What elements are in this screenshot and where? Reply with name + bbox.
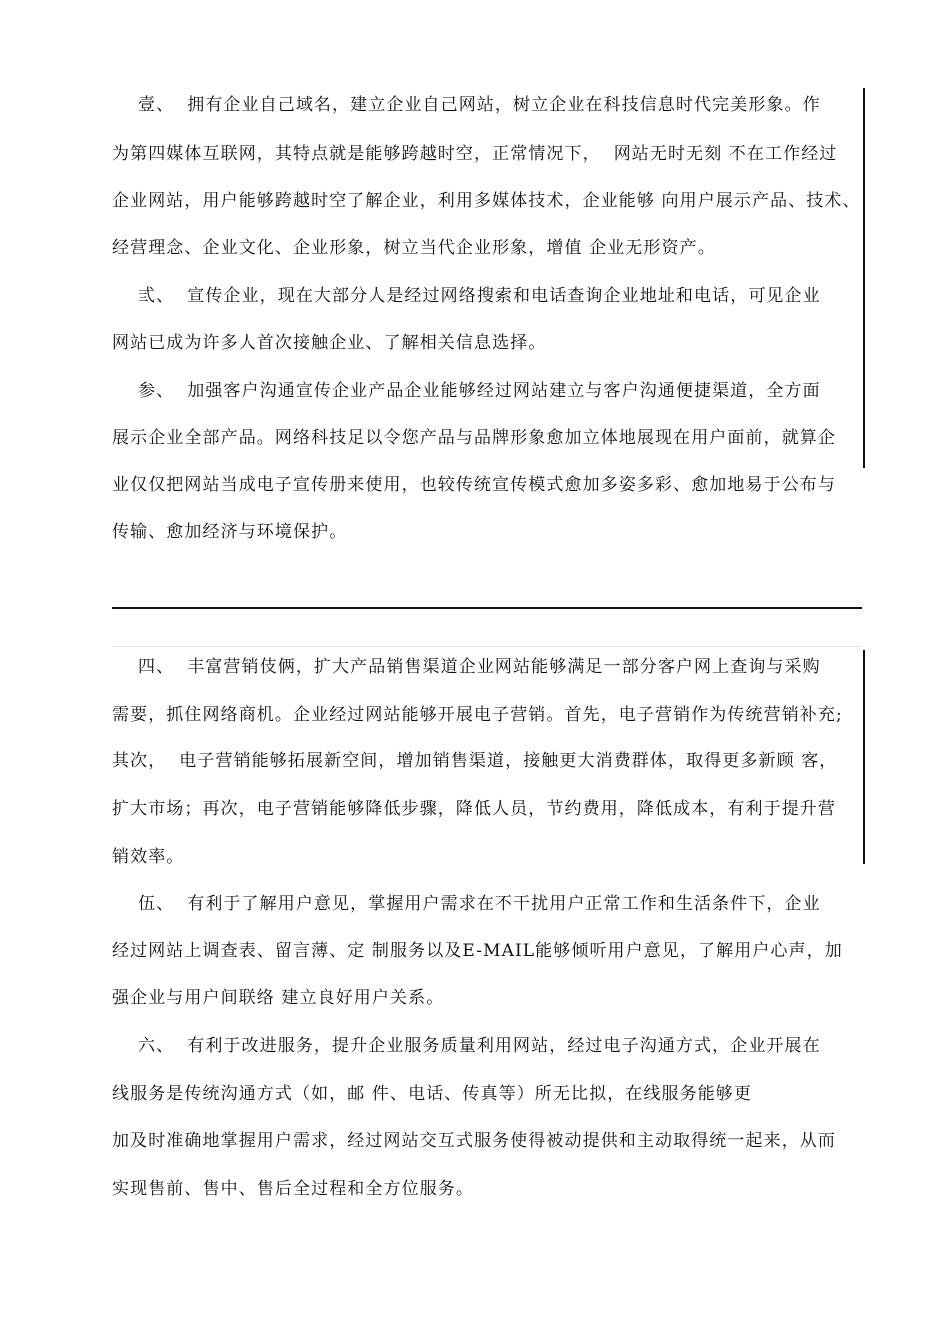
text-line: 企业网站，用户能够跨越时空了解企业，利用多媒体技术，企业能够 向用户展示产品、技术、 xyxy=(112,191,861,211)
text-line: 弎、 宣传企业，现在大部分人是经过网络搜索和电话查询企业地址和电话，可见企业 xyxy=(112,286,821,306)
text-line: 六、 有利于改进服务，提升企业服务质量利用网站，经过电子沟通方式，企业开展在 xyxy=(112,1036,821,1056)
text-line: 需要，抓住网络商机。企业经过网站能够开展电子营销。首先，电子营销作为传统营销补充; xyxy=(112,705,843,725)
text-line: 业仅仅把网站当成电子宣传册来使用，也较传统宣传模式愈加多姿多彩、愈加地易于公布与 xyxy=(112,475,836,495)
text-line: 其次， 电子营销能够拓展新空间，增加销售渠道，接触更大消费群体，取得更多新顾 客， xyxy=(112,751,838,771)
text-line: 网站已成为许多人首次接触企业、了解相关信息选择。 xyxy=(112,333,547,353)
text-line: 扩大市场；再次，电子营销能够降低步骤，降低人员，节约费用，降低成本，有利于提升营 xyxy=(112,799,836,819)
text-line: 线服务是传统沟通方式（如，邮 件、电话、传真等）所无比拟，在线服务能够更 xyxy=(112,1084,753,1104)
text-line: 实现售前、售中、售后全过程和全方位服务。 xyxy=(112,1179,474,1199)
text-line: 强企业与用户间联络 建立良好用户关系。 xyxy=(112,988,445,1008)
text-line: 伍、 有利于了解用户意见，掌握用户需求在不干扰用户正常工作和生活条件下，企业 xyxy=(112,894,821,914)
text-line: 四、 丰富营销伎俩，扩大产品销售渠道企业网站能够满足一部分客户网上查询与采购 xyxy=(112,657,821,677)
text-line: 经营理念、企业文化、企业形象，树立当代企业形象，增值 企业无形资产。 xyxy=(112,238,716,258)
text-line: 经过网站上调查表、留言薄、定 制服务以及E-MAIL能够倾听用户意见，了解用户心声，加 xyxy=(112,941,843,961)
text-line: 传输、愈加经济与环境保护。 xyxy=(112,522,348,542)
text-line: 展示企业全部产品。网络科技足以令您产品与品牌形象愈加立体地展现在用户面前，就算企 xyxy=(112,428,836,448)
text-line: 加及时准确地掌握用户需求，经过网站交互式服务使得被动提供和主动取得统一起来，从而 xyxy=(112,1131,836,1151)
margin-bar-top xyxy=(863,88,865,468)
text-line: 参、 加强客户沟通宣传企业产品企业能够经过网站建立与客户沟通便捷渠道，全方面 xyxy=(112,381,821,401)
section-divider-faint xyxy=(112,646,862,647)
text-line: 销效率。 xyxy=(112,847,185,867)
text-line: 为第四媒体互联网，其特点就是能够跨越时空，正常情况下， 网站无时无刻 不在工作经过 xyxy=(112,144,838,164)
text-line: 壹、 拥有企业自己域名，建立企业自己网站，树立企业在科技信息时代完美形象。作 xyxy=(112,95,821,115)
margin-bar-bottom xyxy=(863,650,865,864)
section-divider xyxy=(112,607,862,609)
